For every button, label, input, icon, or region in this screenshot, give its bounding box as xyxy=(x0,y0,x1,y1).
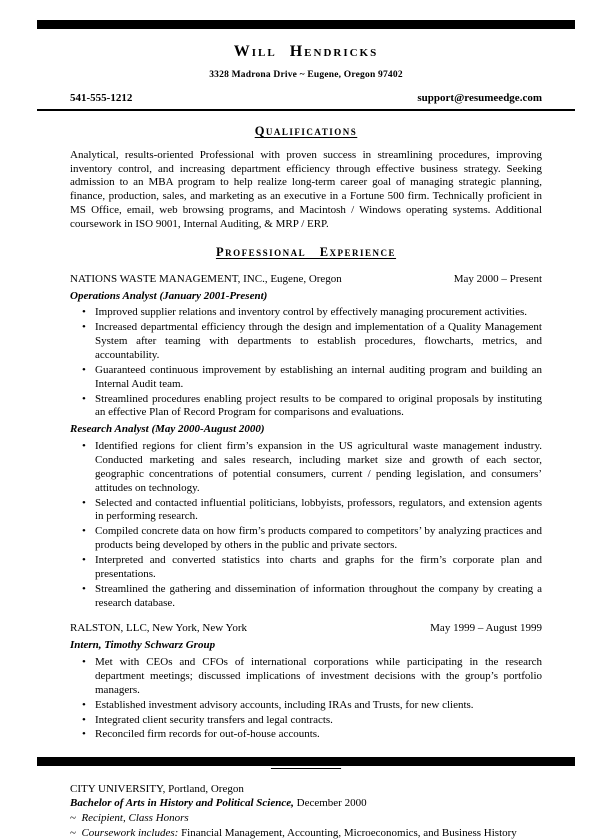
job-dates: May 1999 – August 1999 xyxy=(430,622,542,635)
bottom-divider-bar xyxy=(37,757,575,766)
role-title: Research Analyst (May 2000-August 2000) xyxy=(70,423,265,436)
bullet-item: • Streamlined the gathering and dissemination of information throughout the company by creating a research database. xyxy=(81,583,542,611)
job-header xyxy=(70,622,542,636)
job-dates: May 2000 – Present xyxy=(453,272,542,285)
bullet-item: • Established investment advisory accounts, including IRAs and Trusts, for new clients. xyxy=(81,699,542,713)
candidate-address: 3328 Madrona Drive ~ Eugene, Oregon 97402 xyxy=(209,70,403,81)
education-honors: Recipient, Class Honors xyxy=(81,811,189,824)
qualifications-summary: Analytical, results-oriented Professional with proven success in streamlining procedures, improving inventory control, and increasing department efficiency through effective business strategy. Seeking admission to an MBA program to help realize long-term career goal of managing strategic planning, finance, production, sales, and marketing as an executive in a Fortune 500 firm. Technically proficient in MS Office, email, web browsing programs, and Macintosh / Windows operating systems. Additional coursework in ISO 9001, Internal Auditing, & MRP / ERP. xyxy=(70,148,542,231)
section-heading-qualifications: Qualifications xyxy=(254,123,358,138)
education-honors-line xyxy=(70,812,542,826)
bullet-item: • Increased departmental efficiency through the design and implementation of a Quality Management System after teaming with departments to establish procedures, flowcharts, metrics, and accountability. xyxy=(81,321,542,363)
tilde-mark: ~ xyxy=(70,811,76,824)
bullet-item: • Reconciled firm records for out-of-house accounts. xyxy=(81,728,542,742)
contact-row xyxy=(37,92,575,106)
education-coursework-line xyxy=(70,827,542,840)
candidate-phone: 541-555-1212 xyxy=(70,92,133,105)
tilde-mark: ~ xyxy=(70,826,76,839)
resume-body xyxy=(37,124,575,840)
bullet-item: • Guaranteed continuous improvement by establishing an internal auditing program and building an Internal Audit team. xyxy=(81,364,542,392)
bullet-item: • Identified regions for client firm’s expansion in the US agricultural waste management industry. Conducted marketing and sales research, including market size and growth of each sector, geographic concentrations of potential consumers, current / pending legislation, and consumers’ attitudes on technology. xyxy=(81,440,542,495)
bullet-list xyxy=(81,440,542,610)
job-header xyxy=(70,273,542,287)
role-title: Intern, Timothy Schwarz Group xyxy=(70,639,216,652)
candidate-name: Will Hendricks xyxy=(233,43,379,60)
bullet-item: • Selected and contacted influential politicians, lobbyists, professors, regulators, and extension agents in performing research. xyxy=(81,497,542,525)
bullet-list xyxy=(81,656,542,742)
coursework-list: Financial Management, Accounting, Microeconomics, and Business History xyxy=(178,826,517,839)
coursework-label: Coursework includes: xyxy=(81,826,179,839)
education-degree-date: December 2000 xyxy=(293,796,367,809)
header-rule xyxy=(37,109,575,111)
resume-header xyxy=(37,42,575,82)
bullet-item: • Interpreted and converted statistics into charts and graphs for the firm’s corporate plan and presentations. xyxy=(81,554,542,582)
bullet-item: • Streamlined procedures enabling project results to be compared to original proposals by instituting an effective Plan of Record Program for comparisons and evaluations. xyxy=(81,393,542,421)
bullet-item: • Integrated client security transfers and legal contracts. xyxy=(81,714,542,728)
section-heading-experience: Professional Experience xyxy=(215,244,397,259)
company-name: RALSTON, LLC, New York, New York xyxy=(70,622,248,635)
company-name: NATIONS WASTE MANAGEMENT, INC., Eugene, Oregon xyxy=(70,272,342,285)
role-title: Operations Analyst (January 2001-Present) xyxy=(70,289,268,302)
education-degree: Bachelor of Arts in History and Political Science, xyxy=(70,796,294,809)
bullet-item: • Improved supplier relations and inventory control by effectively managing procurement activities. xyxy=(81,306,542,320)
candidate-email: support@resumeedge.com xyxy=(417,92,542,105)
education-school: CITY UNIVERSITY, Portland, Oregon xyxy=(70,783,244,796)
bullet-item: • Compiled concrete data on how firm’s products compared to competitors’ by analyzing practices and products being developed by others in the public and private sectors. xyxy=(81,525,542,553)
top-divider-bar xyxy=(37,20,575,29)
education-degree-line xyxy=(70,797,542,811)
bullet-item: • Met with CEOs and CFOs of international corporations while participating in the research department meetings; discussed implications of investment decisions with the group’s portfolio managers. xyxy=(81,656,542,698)
bullet-list xyxy=(81,306,542,420)
